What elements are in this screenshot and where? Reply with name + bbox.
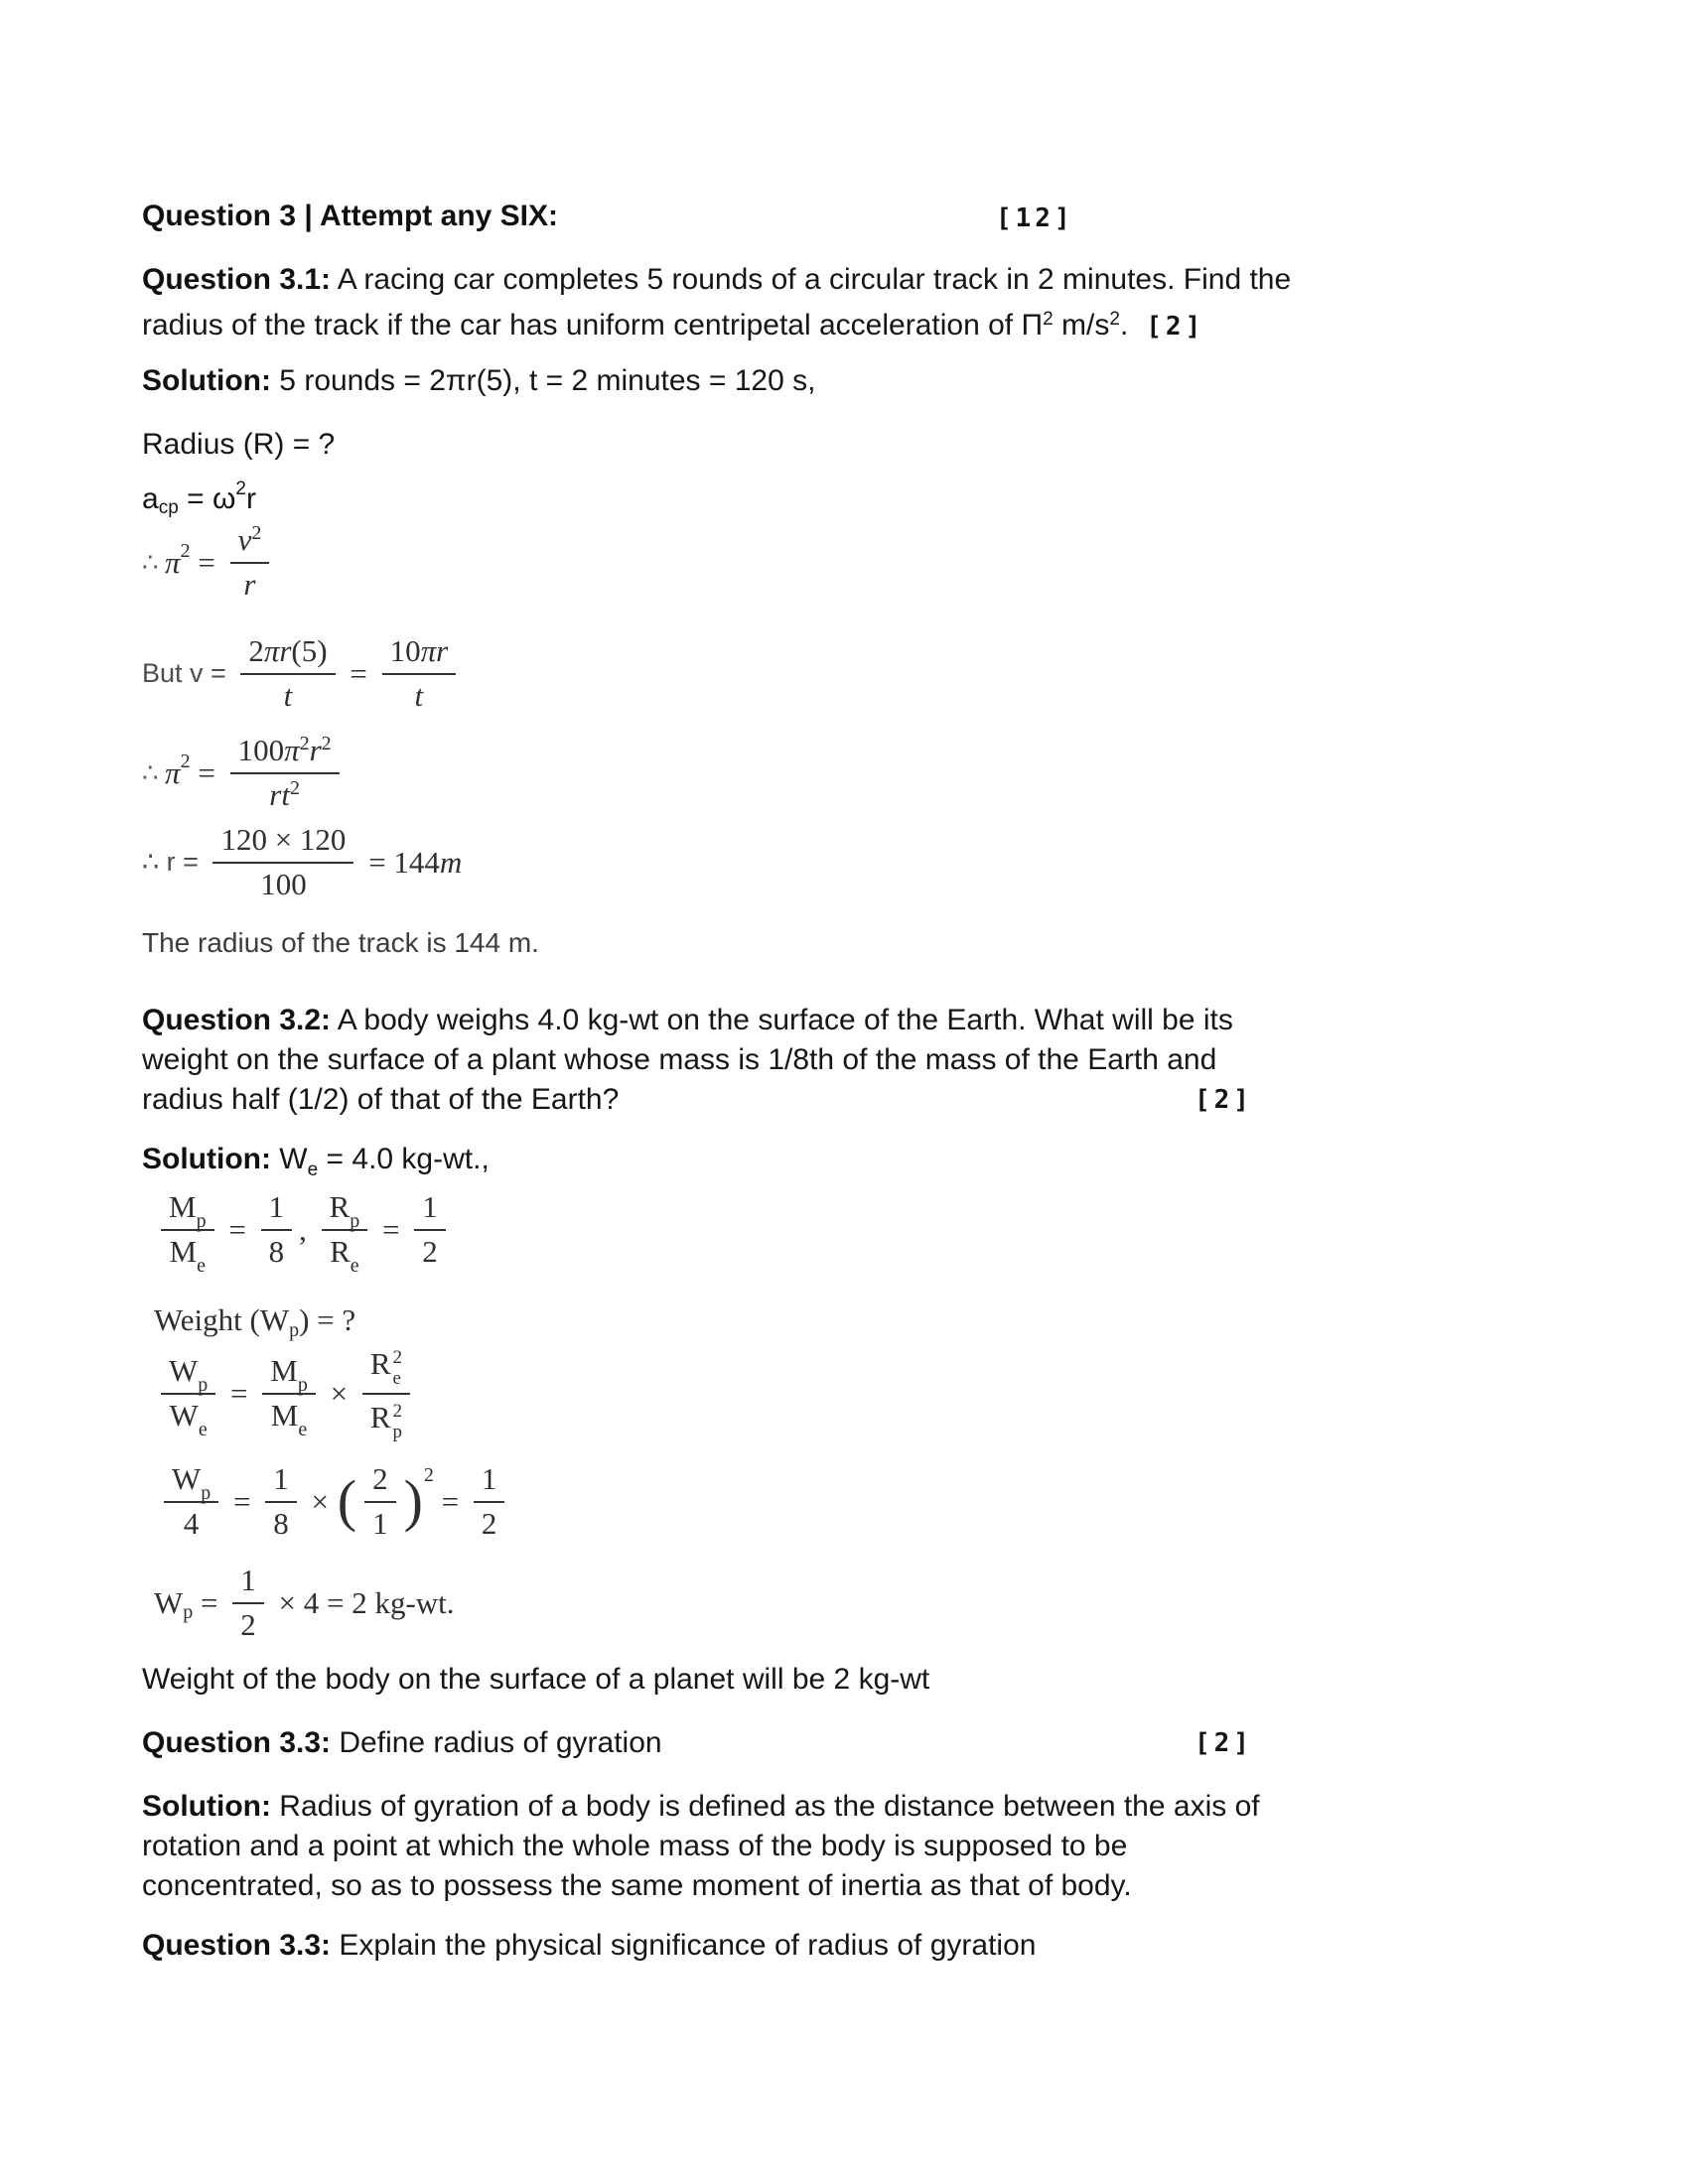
formula-centripetal-acceleration: a cp = ω 2 r [142,478,256,518]
fraction: $\frac{M_p}{M_e}$ [161,1191,214,1268]
question-3-3a-label: Question 3.3: [142,1726,332,1759]
section-header-row [142,197,1074,236]
question-3-1-marks: [2] [1146,312,1205,341]
question-3-1-text-2: radius of the track if the car has uniform centripetal acceleration of Π [142,309,1044,341]
fraction: R 2 e R 2 p [362,1346,410,1441]
section-title: Question 3 | Attempt any SIX: [142,200,559,232]
earth-weight-subscript: e [307,1160,319,1180]
question-3-2-label: Question 3.2: [142,1004,332,1036]
formula-weight-result: W p = $\frac{1}{2}$ × 4 = 2 kg-wt. [154,1563,455,1642]
formula-mass-radius-ratios: $\frac{M_p}{M_e}$ = $\frac{1}{8}$ , $\frac{R_p}{R_e}$ = $\frac{1}{2}$ [154,1191,453,1268]
solution-3-2-label: Solution: [142,1143,271,1175]
pi-exponent: 2 [1043,309,1054,330]
formula-pi-squared-expanded: ∴ π 2 = $\frac{100\pi^2r^2}{rt^2}$ [142,735,347,811]
radius-question-line [142,425,335,465]
question-3-1-text-1: A racing car completes 5 rounds of a circular track in 2 minutes. Find the [331,263,1292,296]
fraction: $\frac{2}{1}$ [364,1463,396,1540]
formula-pi-squared-v2-over-r: ∴ π 2 = $\frac{v^2}{r}$ [142,524,276,601]
answer-3-2-line [142,1660,929,1700]
question-3-1-label: Question 3.1: [142,263,332,296]
formula-weight-question: Weight (W p ) = ? [154,1302,356,1341]
formula-weight-ratio: $\frac{W_p}{W_e}$ = $\frac{M_p}{M_e}$ × R 2 e R 2 p [154,1346,417,1441]
fraction: $\frac{M_p}{M_e}$ [262,1355,316,1432]
solution-3-3-label: Solution: [142,1790,271,1823]
solution-3-1-line [142,361,815,401]
question-3-3a-marks: [2] [1195,1728,1253,1758]
question-3-2-text-1: A body weighs 4.0 kg-wt on the surface of the Earth. What will be its [331,1004,1233,1036]
question-3-1-text-4: . [1119,309,1129,341]
solution-3-1-label: Solution: [142,364,271,397]
formula-weight-substitution: $\frac{W_p}{4}$ = $\frac{1}{8}$ × ( $\frac{2}{1}$ ) 2 = $\frac{1}{2}$ [157,1463,511,1540]
question-3-2-marks: [2] [1195,1085,1253,1115]
answer-3-1-text: The radius of the track is 144 m. [142,927,539,958]
solution-3-3-text-2: rotation and a point at which the whole mass of the body is supposed to be [142,1830,1128,1862]
question-3-2-line-1 [142,1001,1233,1040]
question-3-2-text-2: weight on the surface of a plant whose mass is 1/8th of the mass of the Earth and [142,1043,1217,1076]
solution-3-3-text-1: Radius of gyration of a body is defined as the distance between the axis of [270,1790,1260,1823]
question-3-3b-label: Question 3.3: [142,1929,332,1962]
fraction: $\frac{1}{2}$ [232,1565,264,1641]
fraction: $\frac{1}{2}$ [414,1191,446,1268]
answer-3-2-text: Weight of the body on the surface of a planet will be 2 kg-wt [142,1663,930,1696]
fraction: $\frac{R_p}{R_e}$ [322,1191,368,1268]
formula-velocity: But v = $\frac{2\pi r(5)}{t}$ = $\frac{10\pi r}{t}$ [142,635,463,712]
radius-question-text: Radius (R) = ? [142,428,336,461]
fraction: $\frac{W_p}{W_e}$ [161,1355,215,1432]
question-3-1-line-1 [142,260,1291,300]
question-3-3b-line [142,1926,1036,1966]
fraction: $\frac{1}{2}$ [474,1463,505,1540]
question-3-1-line-2 [142,300,1204,346]
question-3-3a-line [142,1723,1253,1763]
solution-3-3-line-2 [142,1827,1127,1866]
fraction: $\frac{v^2}{r}$ [230,524,270,601]
fraction: $\frac{W_p}{4}$ [164,1463,218,1540]
question-3-2-line-3 [142,1080,1253,1120]
fraction: $\frac{120 \times 120}{100}$ [212,824,353,900]
solution-3-3-line-1 [142,1787,1260,1827]
seconds-exponent: 2 [1109,309,1120,330]
fraction: $\frac{10\pi r}{t}$ [382,635,457,712]
formula-radius-result: ∴ r = $\frac{120 \times 120}{100}$ = 144 m [142,822,463,901]
fraction: $\frac{100\pi^2r^2}{rt^2}$ [230,735,340,811]
question-3-3a-text: Define radius of gyration [331,1726,662,1759]
fraction: $\frac{1}{8}$ [261,1191,293,1268]
solution-3-2-rest: = 4.0 kg-wt., [318,1143,490,1175]
solution-3-3-line-3 [142,1866,1132,1906]
solution-3-2-we: W [270,1143,308,1175]
question-3-2-line-2 [142,1040,1216,1080]
solution-3-3-text-3: concentrated, so as to possess the same moment of inertia as that of body. [142,1869,1132,1902]
section-marks-badge: [12] [996,204,1074,233]
sup-sub-stack: 2 e [392,1347,402,1389]
answer-3-1-line [142,923,539,963]
fraction: $\frac{2\pi r(5)}{t}$ [240,635,335,712]
solution-3-2-line [142,1140,490,1190]
sup-sub-stack: 2 p [392,1400,402,1442]
question-3-3b-text: Explain the physical significance of radius of gyration [331,1929,1037,1962]
solution-3-1-givens: 5 rounds = 2πr(5), t = 2 minutes = 120 s, [270,364,816,397]
question-3-2-text-3: radius half (1/2) of that of the Earth? [142,1083,620,1116]
question-3-1-text-3: m/s [1053,309,1110,341]
fraction: $\frac{1}{8}$ [265,1463,297,1540]
